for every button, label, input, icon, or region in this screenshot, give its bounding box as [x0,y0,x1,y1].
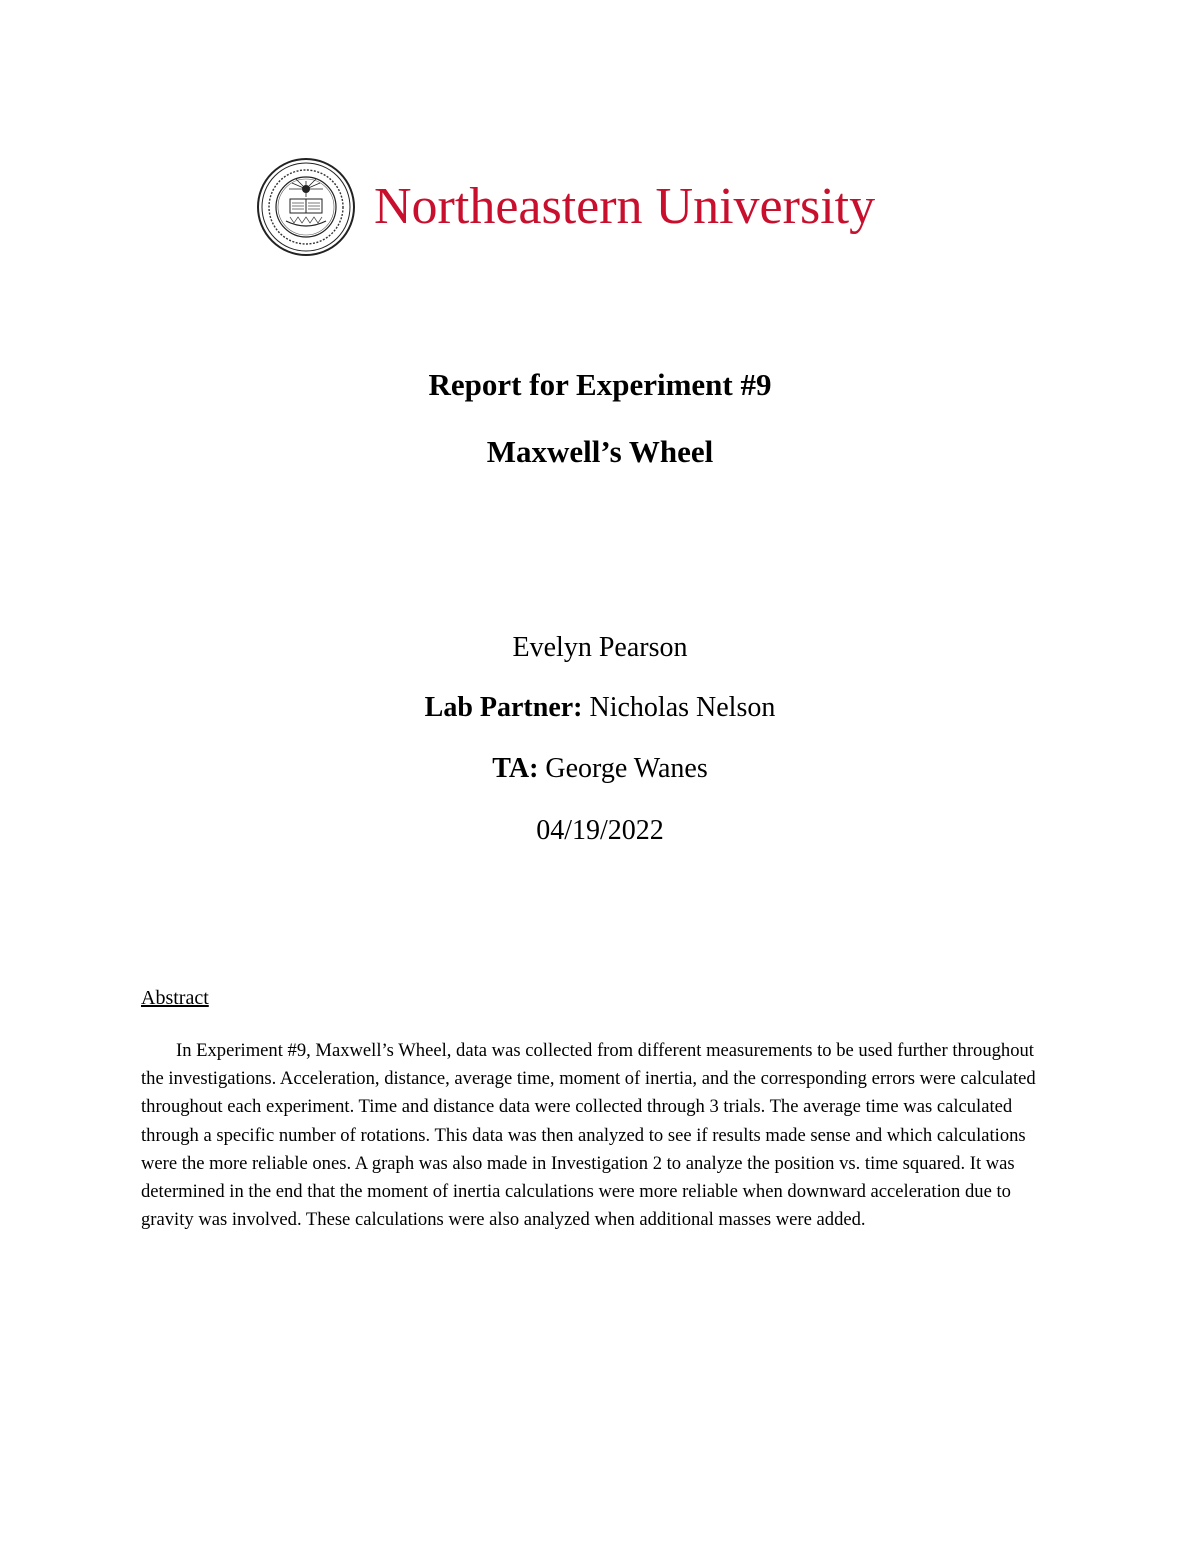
lab-partner-label: Lab Partner: [424,692,583,723]
report-title: Report for Experiment #9 [428,367,772,402]
university-logo [256,157,956,257]
university-wordmark: Northeastern University [374,178,876,235]
ta-label: TA: [492,753,539,784]
author-name: Evelyn Pearson [512,632,688,663]
ta-line [0,752,1200,786]
university-seal-icon [256,157,356,257]
abstract-paragraph: In Experiment #9, Maxwell’s Wheel, data was collected from different measurements to be used further throughout the investigations. Acceleration, distance, average time, moment of inertia, and the corresponding errors were calculated throughout each experiment. Time and distance data were collected through 3 trials. The average time was calculated through a specific number of rotations. This data was then analyzed to see if results made sense and which calculations were the more reliable ones. A graph was also made in Investigation 2 to analyze the position vs. time squared. It was determined in the end that the moment of inertia calculations were more reliable when downward acceleration due to gravity was involved. These calculations were also analyzed when additional masses were added. [141,1040,1036,1231]
lab-partner-name: Nicholas Nelson [589,692,776,723]
report-date: 04/19/2022 [536,815,664,846]
lab-partner-line [0,691,1200,725]
abstract-heading: Abstract [141,987,209,1009]
ta-name: George Wanes [545,753,708,784]
experiment-name: Maxwell’s Wheel [486,434,714,469]
